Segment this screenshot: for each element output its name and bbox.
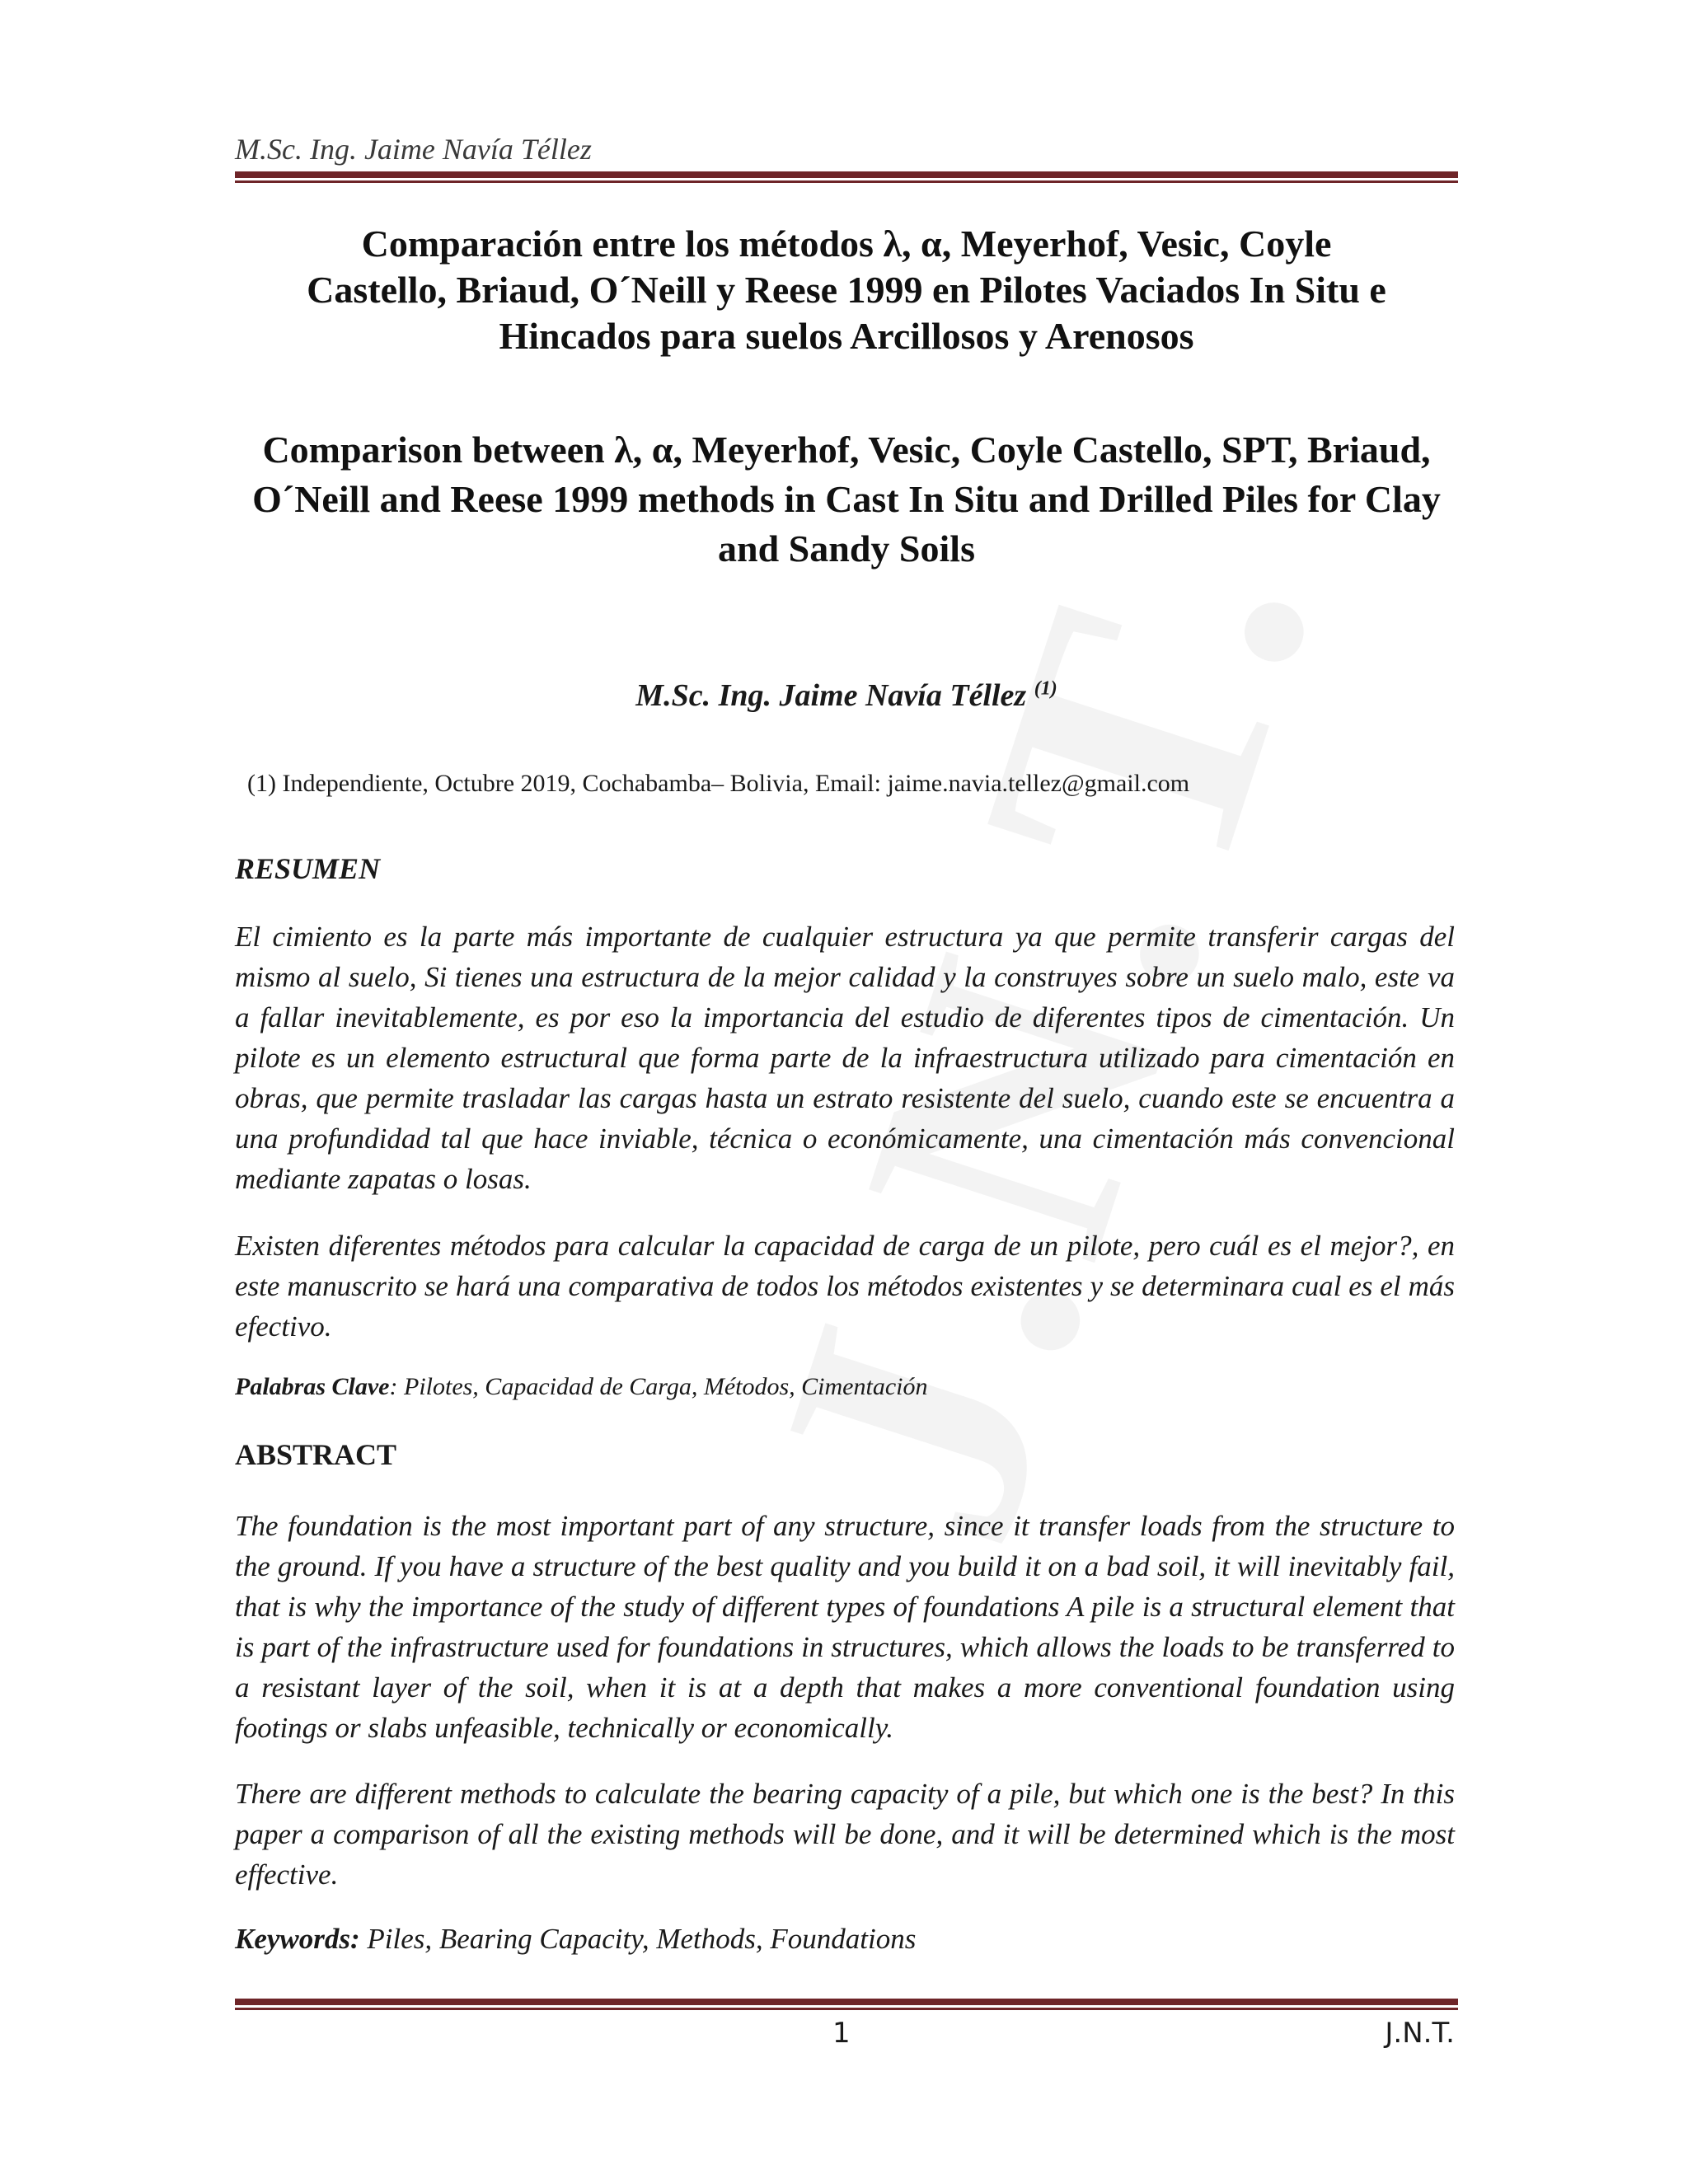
- author-name: M.Sc. Ing. Jaime Navía Téllez: [635, 678, 1027, 713]
- title-english: [235, 425, 1458, 574]
- title-en-line: and Sandy Soils: [718, 527, 975, 569]
- running-header: M.Sc. Ing. Jaime Navía Téllez: [235, 133, 592, 166]
- page-number: 1: [832, 2017, 851, 2050]
- title-es-line: Hincados para suelos Arcillosos y Arenosos: [499, 315, 1194, 357]
- affiliation: (1) Independiente, Octubre 2019, Cochabamba– Bolivia, Email: jaime.navia.tellez@gmail.com: [247, 770, 1190, 797]
- palabras-clave-list: : Pilotes, Capacidad de Carga, Métodos, Cimentación: [389, 1373, 928, 1400]
- keywords-label: Keywords:: [235, 1923, 360, 1955]
- footer-initials: J.N.T.: [1385, 2017, 1455, 2050]
- keywords: [235, 1923, 916, 1956]
- title-en-line: O´Neill and Reese 1999 methods in Cast In Situ and Drilled Piles for Clay: [252, 478, 1441, 520]
- resumen-paragraph: Existen diferentes métodos para calcular la capacidad de carga de un pilote, pero cuál es el mejor?, en este manuscrito se hará una comparativa de todos los métodos existentes y se determinara cual es el más efectivo.: [235, 1230, 1455, 1343]
- title-en-line: Comparison between λ, α, Meyerhof, Vesic, Coyle Castello, SPT, Briaud,: [262, 429, 1431, 471]
- abstract-paragraph: The foundation is the most important part of any structure, since it transfer loads from the structure to the ground. If you have a structure of the best quality and you build it on a bad soil, it will inevitably fail, that is why the importance of the study of different types of foundations A pile is a structural element that is part of the infrastructure used for foundations in structures, which allows the loads to be transferred to a resistant layer of the soil, when it is at a depth that makes a more conventional foundation using footings or slabs unfeasible, technically or economically.: [235, 1510, 1455, 1744]
- title-spanish: [235, 221, 1458, 359]
- title-es-line: Castello, Briaud, O´Neill y Reese 1999 en Pilotes Vaciados In Situ e: [307, 269, 1386, 311]
- abstract-heading: ABSTRACT: [235, 1438, 397, 1471]
- header-rule: [235, 171, 1458, 183]
- author-line: [235, 677, 1458, 714]
- keywords-list: Piles, Bearing Capacity, Methods, Foundations: [359, 1923, 917, 1955]
- author-affiliation-mark: (1): [1034, 677, 1057, 700]
- title-es-line: Comparación entre los métodos λ, α, Meyerhof, Vesic, Coyle: [361, 223, 1332, 265]
- resumen-heading: RESUMEN: [235, 852, 381, 885]
- palabras-clave-label: Palabras Clave: [235, 1373, 390, 1400]
- abstract-paragraph: There are different methods to calculate the bearing capacity of a pile, but which one is the best? In this paper a comparison of all the existing methods will be done, and it will be determined which is the most effective.: [235, 1778, 1455, 1891]
- palabras-clave: [235, 1373, 927, 1401]
- footer-rule: [235, 1999, 1458, 2010]
- resumen-paragraph: El cimiento es la parte más importante de cualquier estructura ya que permite transferir cargas del mismo al suelo, Si tienes una estructura de la mejor calidad y la construyes sobre un suelo malo, este va a fallar inevitablemente, es por eso la importancia del estudio de diferentes tipos de cimentación. Un pilote es un elemento estructural que forma parte de la infraestructura utilizado para cimentación en obras, que permite trasladar las cargas hasta un estrato resistente del suelo, cuando este se encuentra a una profundidad tal que hace inviable, técnica o económicamente, una cimentación más convencional mediante zapatas o losas.: [235, 921, 1455, 1195]
